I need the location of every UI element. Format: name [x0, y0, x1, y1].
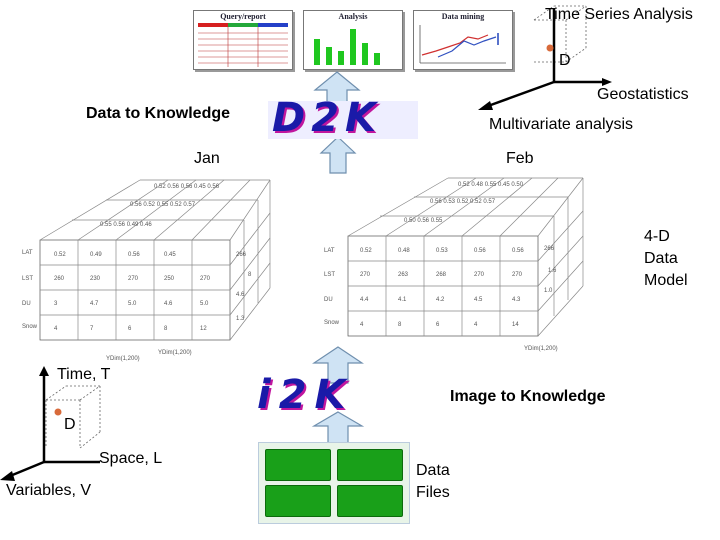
svg-text:0.56: 0.56 — [474, 248, 486, 254]
svg-text:DU: DU — [324, 297, 333, 303]
query-report-panel — [193, 10, 293, 70]
svg-text:4.4: 4.4 — [360, 297, 369, 303]
svg-text:1.3: 1.3 — [236, 316, 245, 322]
jan-data-cube — [18, 168, 288, 363]
i2k-logo-text: i2K — [257, 372, 354, 418]
svg-text:4.5: 4.5 — [474, 297, 483, 303]
svg-text:263: 263 — [398, 272, 409, 278]
variables-v-label: Variables, V — [6, 482, 92, 499]
svg-text:266: 266 — [544, 246, 555, 252]
d2k-logo — [268, 95, 418, 141]
svg-text:14: 14 — [512, 322, 519, 328]
svg-text:270: 270 — [200, 276, 211, 282]
svg-text:LAT: LAT — [22, 250, 33, 256]
multivariate-label: Multivariate analysis — [489, 116, 634, 133]
point-marker-icon — [547, 45, 554, 52]
i2k-logo — [255, 372, 415, 418]
data-file-icon — [265, 485, 331, 517]
svg-text:270: 270 — [360, 272, 371, 278]
data-files-line2: Files — [416, 484, 450, 501]
feb-data-cube — [318, 168, 618, 353]
svg-text:DU: DU — [22, 301, 31, 307]
data-file-icon — [337, 449, 403, 481]
model-label-line1: 4-D — [644, 228, 670, 245]
point-marker-icon — [55, 409, 62, 416]
svg-text:LAT: LAT — [324, 248, 335, 254]
analysis-panel — [303, 10, 403, 70]
report-table-icon — [198, 23, 288, 67]
svg-text:0.50 0.56 0.55: 0.50 0.56 0.55 — [404, 218, 443, 224]
bar-chart-icon — [308, 23, 398, 67]
svg-text:0.52: 0.52 — [360, 248, 372, 254]
space-l-label: Space, L — [99, 450, 163, 467]
svg-text:4.6: 4.6 — [236, 292, 245, 298]
svg-text:YDim(1,200): YDim(1,200) — [106, 356, 140, 362]
svg-text:Snow: Snow — [22, 324, 38, 330]
svg-text:YDim(1,200): YDim(1,200) — [158, 350, 192, 356]
model-label-line3: Model — [644, 272, 688, 289]
svg-text:3: 3 — [54, 301, 58, 307]
geostatistics-label: Geostatistics — [597, 86, 689, 103]
svg-text:270: 270 — [128, 276, 139, 282]
svg-text:266: 266 — [236, 252, 247, 258]
svg-text:0.55 0.56 0.49 0.46: 0.55 0.56 0.49 0.46 — [100, 222, 152, 228]
svg-text:Snow: Snow — [324, 320, 340, 326]
svg-text:0.45: 0.45 — [164, 252, 176, 258]
analysis-title: Analysis — [338, 12, 368, 21]
svg-text:250: 250 — [164, 276, 175, 282]
svg-text:4: 4 — [360, 322, 364, 328]
svg-text:4.7: 4.7 — [90, 301, 99, 307]
svg-text:4: 4 — [54, 326, 58, 332]
data-to-knowledge-label: Data to Knowledge — [86, 105, 231, 122]
svg-text:0.52: 0.52 — [54, 252, 66, 258]
svg-text:1.6: 1.6 — [548, 268, 557, 274]
svg-text:5.0: 5.0 — [200, 301, 209, 307]
svg-text:0.56: 0.56 — [128, 252, 140, 258]
svg-text:270: 270 — [512, 272, 523, 278]
time-series-label: Time Series Analysis — [545, 6, 693, 23]
svg-text:8: 8 — [164, 326, 168, 332]
svg-text:4.6: 4.6 — [164, 301, 173, 307]
svg-text:4.1: 4.1 — [398, 297, 407, 303]
svg-text:7: 7 — [90, 326, 94, 332]
svg-text:4.2: 4.2 — [436, 297, 445, 303]
svg-text:0.53: 0.53 — [436, 248, 448, 254]
query-report-title: Query/report — [220, 12, 266, 21]
d-bottom-label: D — [64, 416, 76, 433]
svg-text:12: 12 — [200, 326, 207, 332]
d2k-logo-text: D2K — [272, 95, 383, 141]
image-to-knowledge-label: Image to Knowledge — [450, 388, 606, 405]
data-files-line1: Data — [416, 462, 450, 479]
jan-label: Jan — [194, 150, 220, 167]
model-label-line2: Data — [644, 250, 678, 267]
svg-text:260: 260 — [54, 276, 65, 282]
svg-text:6: 6 — [128, 326, 132, 332]
svg-text:1.0: 1.0 — [544, 288, 553, 294]
time-t-label: Time, T — [57, 366, 111, 383]
data-files-group — [258, 442, 410, 524]
svg-text:8: 8 — [248, 272, 252, 278]
svg-text:YDim(1,200): YDim(1,200) — [524, 346, 558, 352]
svg-text:LST: LST — [324, 272, 336, 278]
svg-text:0.56 0.53 0.52 0.52 0.57: 0.56 0.53 0.52 0.52 0.57 — [430, 199, 496, 205]
data-mining-title: Data mining — [441, 12, 485, 21]
svg-text:0.56: 0.56 — [512, 248, 524, 254]
svg-text:8: 8 — [398, 322, 402, 328]
svg-text:270: 270 — [474, 272, 485, 278]
svg-text:0.56 0.52 0.55 0.52 0.57: 0.56 0.52 0.55 0.52 0.57 — [130, 202, 196, 208]
data-file-icon — [337, 485, 403, 517]
d-top-label: D — [559, 52, 571, 69]
svg-text:4: 4 — [474, 322, 478, 328]
svg-text:6: 6 — [436, 322, 440, 328]
svg-text:230: 230 — [90, 276, 101, 282]
svg-text:5.0: 5.0 — [128, 301, 137, 307]
svg-text:LST: LST — [22, 276, 34, 282]
svg-text:4.3: 4.3 — [512, 297, 521, 303]
svg-text:268: 268 — [436, 272, 447, 278]
svg-text:0.52 0.48 0.55 0.45 0.50: 0.52 0.48 0.55 0.45 0.50 — [458, 182, 524, 188]
svg-text:0.52 0.56 0.56 0.45 0.56: 0.52 0.56 0.56 0.45 0.56 — [154, 184, 220, 190]
svg-text:0.49: 0.49 — [90, 252, 102, 258]
svg-text:0.48: 0.48 — [398, 248, 410, 254]
feb-label: Feb — [506, 150, 534, 167]
data-file-icon — [265, 449, 331, 481]
